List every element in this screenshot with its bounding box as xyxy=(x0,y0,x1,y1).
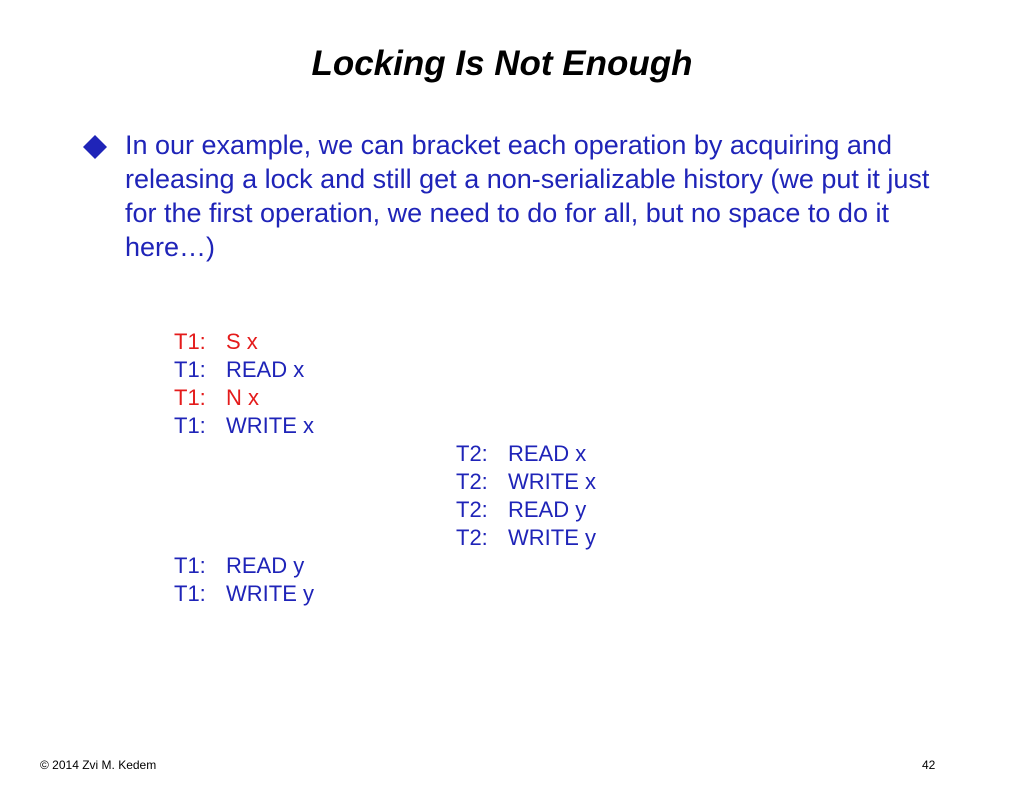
op-label: READ y xyxy=(226,553,305,578)
op-label: WRITE y xyxy=(226,581,314,606)
footer-page-number: 42 xyxy=(922,758,936,772)
diamond-bullet-icon xyxy=(82,134,108,160)
footer-copyright: © 2014 Zvi M. Kedem xyxy=(40,758,157,772)
schedule-step xyxy=(174,580,314,608)
txn-label: T2: xyxy=(456,525,488,550)
txn-label: T2: xyxy=(456,441,488,466)
schedule-step xyxy=(174,384,259,412)
txn-label: T1: xyxy=(174,553,206,578)
slide-title: Locking Is Not Enough xyxy=(311,44,693,83)
schedule-step xyxy=(456,524,596,552)
schedule-step xyxy=(174,328,258,356)
txn-label: T1: xyxy=(174,329,206,354)
schedule-step xyxy=(456,468,596,496)
op-label: N x xyxy=(226,385,259,410)
op-label: S x xyxy=(226,329,258,354)
schedule-step xyxy=(174,412,314,440)
op-label: WRITE x xyxy=(508,469,596,494)
txn-label: T2: xyxy=(456,469,488,494)
bullet-text: In our example, we can bracket each operation by acquiring and releasing a lock and still get a non-serializable history (we put it just for the first operation, we need to do for all, but no space to do it here…) xyxy=(125,130,930,262)
op-label: WRITE y xyxy=(508,525,596,550)
schedule-step xyxy=(174,552,304,580)
schedule-step xyxy=(456,440,586,468)
schedule-step xyxy=(174,356,304,384)
txn-label: T1: xyxy=(174,581,206,606)
txn-label: T1: xyxy=(174,385,206,410)
op-label: READ y xyxy=(508,497,587,522)
op-label: READ x xyxy=(226,357,305,382)
txn-label: T2: xyxy=(456,497,488,522)
txn-label: T1: xyxy=(174,357,206,382)
txn-label: T1: xyxy=(174,413,206,438)
schedule-step xyxy=(456,496,586,524)
op-label: READ x xyxy=(508,441,587,466)
op-label: WRITE x xyxy=(226,413,314,438)
